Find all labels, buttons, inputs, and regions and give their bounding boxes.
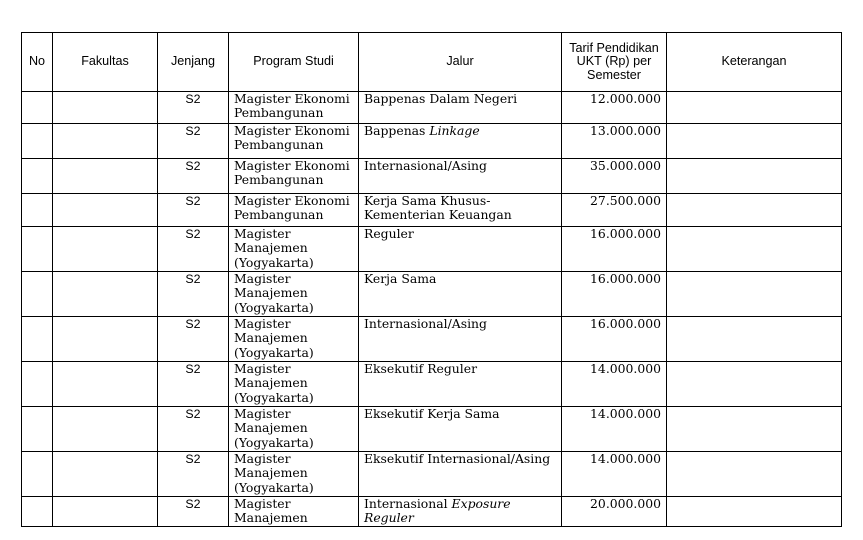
header-row [22,33,842,92]
header-keterangan: Keterangan [667,33,842,92]
cell-fakultas [53,452,158,497]
jalur-italic-text: Exposure Reguler [364,496,511,526]
cell-jenjang: S2 [158,452,229,497]
cell-jalur [359,407,562,452]
table-row [22,194,842,227]
cell-jenjang: S2 [158,227,229,272]
cell-no [22,227,53,272]
jalur-text: Reguler [364,226,414,241]
cell-keterangan [667,124,842,159]
cell-no [22,407,53,452]
cell-program-studi: Magister Manajemen (Yogyakarta) [229,272,359,317]
table-row [22,124,842,159]
cell-jalur [359,362,562,407]
cell-fakultas [53,497,158,527]
cell-keterangan [667,92,842,124]
cell-keterangan [667,407,842,452]
table-row [22,272,842,317]
table-row [22,92,842,124]
cell-jalur [359,227,562,272]
cell-no [22,497,53,527]
cell-tarif: 12.000.000 [562,92,667,124]
table-row [22,497,842,527]
cell-tarif: 35.000.000 [562,159,667,194]
header-jenjang: Jenjang [158,33,229,92]
jalur-text: Internasional/Asing [364,158,487,173]
header-fakultas: Fakultas [53,33,158,92]
jalur-text: Internasional [364,496,452,511]
cell-tarif: 16.000.000 [562,317,667,362]
cell-program-studi: Magister Ekonomi Pembangunan [229,194,359,227]
cell-jenjang: S2 [158,124,229,159]
jalur-text: Eksekutif Reguler [364,361,477,376]
cell-jenjang: S2 [158,362,229,407]
cell-tarif: 20.000.000 [562,497,667,527]
table-row [22,159,842,194]
cell-tarif: 14.000.000 [562,407,667,452]
jalur-text: Eksekutif Kerja Sama [364,406,500,421]
cell-jenjang: S2 [158,317,229,362]
cell-program-studi: Magister Manajemen (Yogyakarta) [229,317,359,362]
cell-jenjang: S2 [158,159,229,194]
tuition-fee-table [21,32,842,527]
jalur-text: Internasional/Asing [364,316,487,331]
cell-keterangan [667,272,842,317]
cell-fakultas [53,317,158,362]
cell-tarif: 16.000.000 [562,227,667,272]
cell-program-studi: Magister Manajemen (Yogyakarta) [229,452,359,497]
cell-no [22,452,53,497]
cell-no [22,272,53,317]
cell-tarif: 13.000.000 [562,124,667,159]
cell-jenjang: S2 [158,272,229,317]
cell-no [22,124,53,159]
cell-jalur [359,317,562,362]
cell-keterangan [667,159,842,194]
header-program-studi: Program Studi [229,33,359,92]
cell-program-studi: Magister Manajemen (Yogyakarta) [229,227,359,272]
cell-no [22,194,53,227]
cell-fakultas [53,407,158,452]
header-no: No [22,33,53,92]
cell-jenjang: S2 [158,407,229,452]
jalur-text: Kerja Sama [364,271,437,286]
jalur-text: Bappenas [364,123,430,138]
table-row [22,452,842,497]
cell-jalur [359,92,562,124]
table-row [22,362,842,407]
cell-program-studi: Magister Manajemen [229,497,359,527]
cell-fakultas [53,272,158,317]
cell-keterangan [667,452,842,497]
jalur-text: Bappenas Dalam Negeri [364,91,518,106]
cell-keterangan [667,317,842,362]
cell-fakultas [53,92,158,124]
header-tarif: Tarif Pendidikan UKT (Rp) per Semester [562,33,667,92]
cell-fakultas [53,194,158,227]
cell-jenjang: S2 [158,92,229,124]
cell-program-studi: Magister Ekonomi Pembangunan [229,159,359,194]
table-row [22,407,842,452]
jalur-italic-text: Linkage [429,123,480,138]
cell-jalur [359,272,562,317]
table-row [22,227,842,272]
cell-keterangan [667,497,842,527]
cell-jalur [359,497,562,527]
cell-jenjang: S2 [158,497,229,527]
cell-jalur [359,124,562,159]
cell-no [22,92,53,124]
cell-jalur [359,452,562,497]
cell-tarif: 14.000.000 [562,452,667,497]
cell-program-studi: Magister Manajemen (Yogyakarta) [229,407,359,452]
cell-tarif: 27.500.000 [562,194,667,227]
cell-keterangan [667,362,842,407]
jalur-text: Eksekutif Internasional/Asing [364,451,551,466]
cell-fakultas [53,124,158,159]
cell-fakultas [53,159,158,194]
cell-no [22,317,53,362]
cell-no [22,362,53,407]
cell-program-studi: Magister Ekonomi Pembangunan [229,124,359,159]
cell-keterangan [667,194,842,227]
cell-keterangan [667,227,842,272]
cell-jalur [359,159,562,194]
cell-jenjang: S2 [158,194,229,227]
cell-jalur [359,194,562,227]
cell-fakultas [53,362,158,407]
cell-program-studi: Magister Ekonomi Pembangunan [229,92,359,124]
jalur-text: Kerja Sama Khusus-Kementerian Keuangan [364,193,512,223]
cell-tarif: 14.000.000 [562,362,667,407]
cell-no [22,159,53,194]
table-row [22,317,842,362]
cell-program-studi: Magister Manajemen (Yogyakarta) [229,362,359,407]
cell-fakultas [53,227,158,272]
cell-tarif: 16.000.000 [562,272,667,317]
header-jalur: Jalur [359,33,562,92]
